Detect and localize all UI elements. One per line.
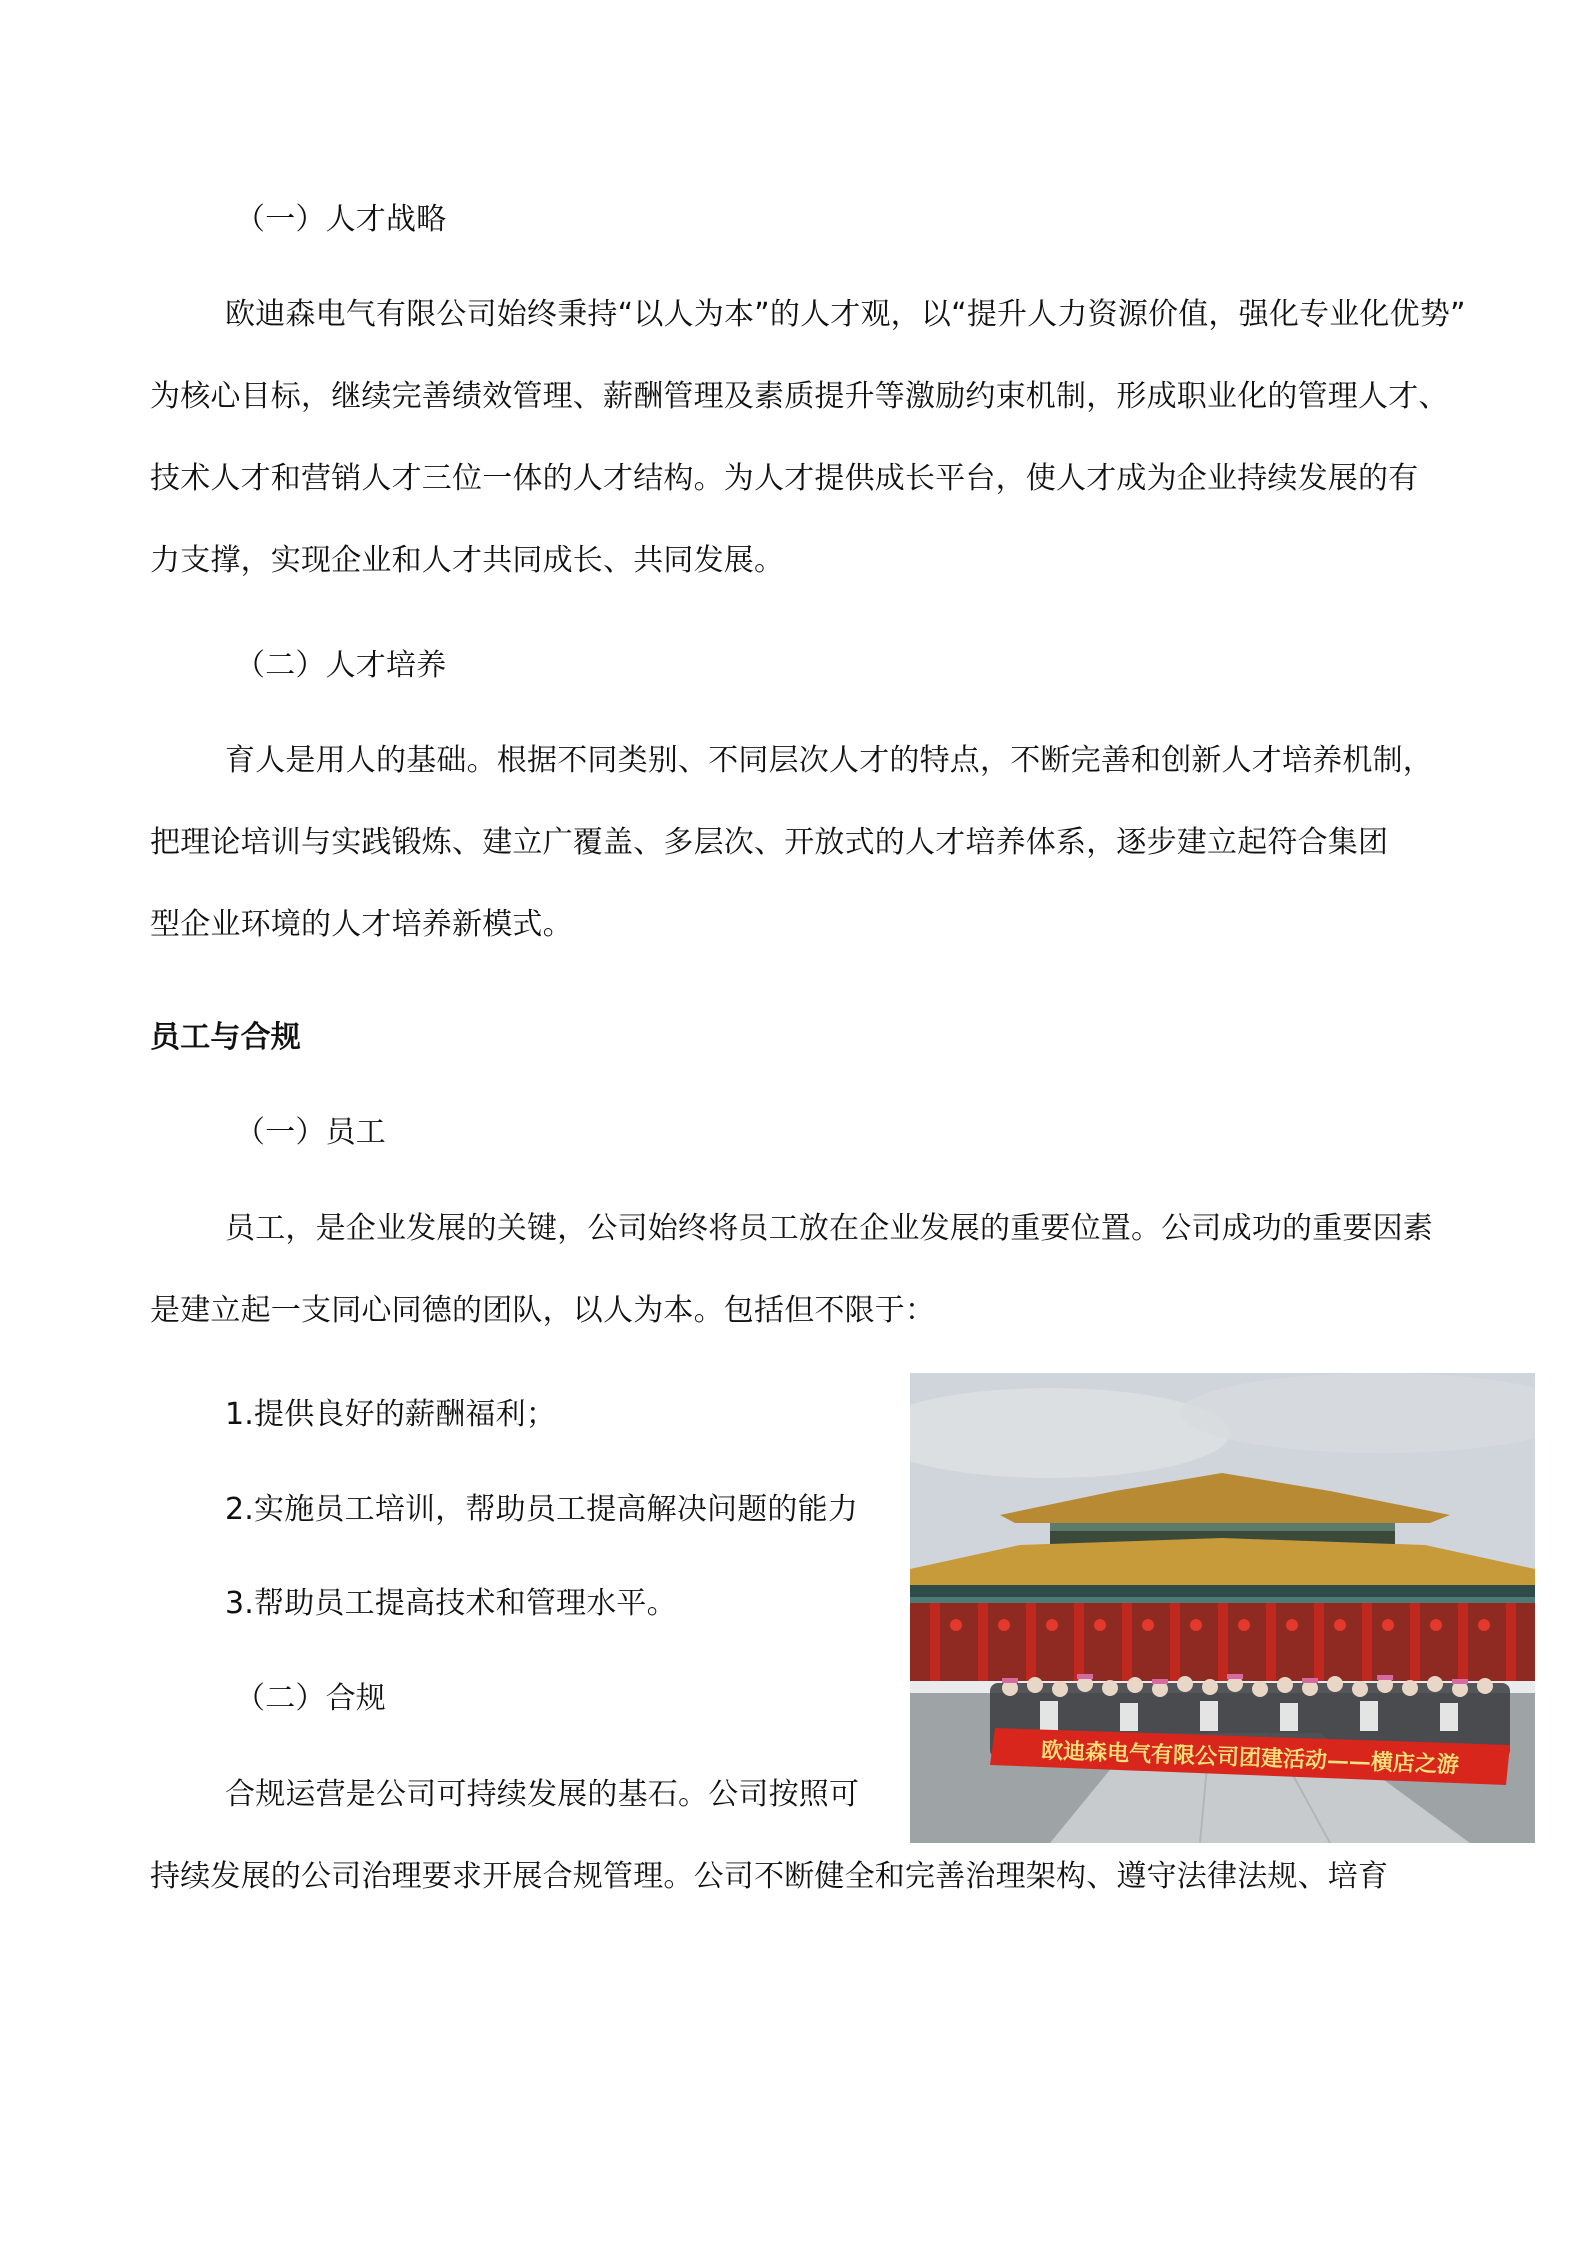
talent-strategy-heading: （一）人才战略: [235, 202, 447, 237]
staff-list-item-3: 3.帮助员工提高技术和管理水平。: [225, 1586, 677, 1621]
staff-line-1: 员工，是企业发展的关键，公司始终将员工放在企业发展的重要位置。公司成功的重要因素: [225, 1211, 1433, 1246]
staff-heading: （一）员工: [235, 1115, 386, 1150]
talent-training-line-2: 把理论培训与实践锻炼、建立广覆盖、多层次、开放式的人才培养体系，逐步建立起符合集团: [150, 825, 1389, 860]
talent-training-line-3: 型企业环境的人才培养新模式。: [150, 907, 573, 942]
talent-strategy-line-2: 为核心目标，继续完善绩效管理、薪酬管理及素质提升等激励约束机制，形成职业化的管理人才、: [150, 379, 1449, 414]
staff-line-2: 是建立起一支同心同德的团队，以人为本。包括但不限于：: [150, 1293, 936, 1328]
compliance-line-1: 合规运营是公司可持续发展的基石。公司按照可: [225, 1777, 860, 1812]
talent-strategy-line-1: 欧迪森电气有限公司始终秉持“以人为本”的人才观，以“提升人力资源价值，强化专业化优势”: [225, 297, 1466, 332]
talent-strategy-line-4: 力支撑，实现企业和人才共同成长、共同发展。: [150, 543, 785, 578]
talent-training-heading: （二）人才培养: [235, 648, 447, 683]
staff-list-item-2: 2.实施员工培训，帮助员工提高解决问题的能力: [225, 1492, 859, 1527]
talent-training-line-1: 育人是用人的基础。根据不同类别、不同层次人才的特点，不断完善和创新人才培养机制，: [225, 743, 1433, 778]
staff-compliance-title: 员工与合规: [150, 1020, 301, 1055]
compliance-line-2: 持续发展的公司治理要求开展合规管理。公司不断健全和完善治理架构、遵守法律法规、培育: [150, 1859, 1389, 1894]
photo-banner-text: 欧迪森电气有限公司团建活动——横店之游: [1040, 1737, 1460, 1779]
compliance-heading: （二）合规: [235, 1681, 386, 1716]
staff-list-item-1: 1.提供良好的薪酬福利；: [225, 1397, 557, 1432]
talent-strategy-line-3: 技术人才和营销人才三位一体的人才结构。为人才提供成长平台，使人才成为企业持续发展的有: [150, 461, 1419, 496]
team-building-photo: [910, 1373, 1535, 1843]
